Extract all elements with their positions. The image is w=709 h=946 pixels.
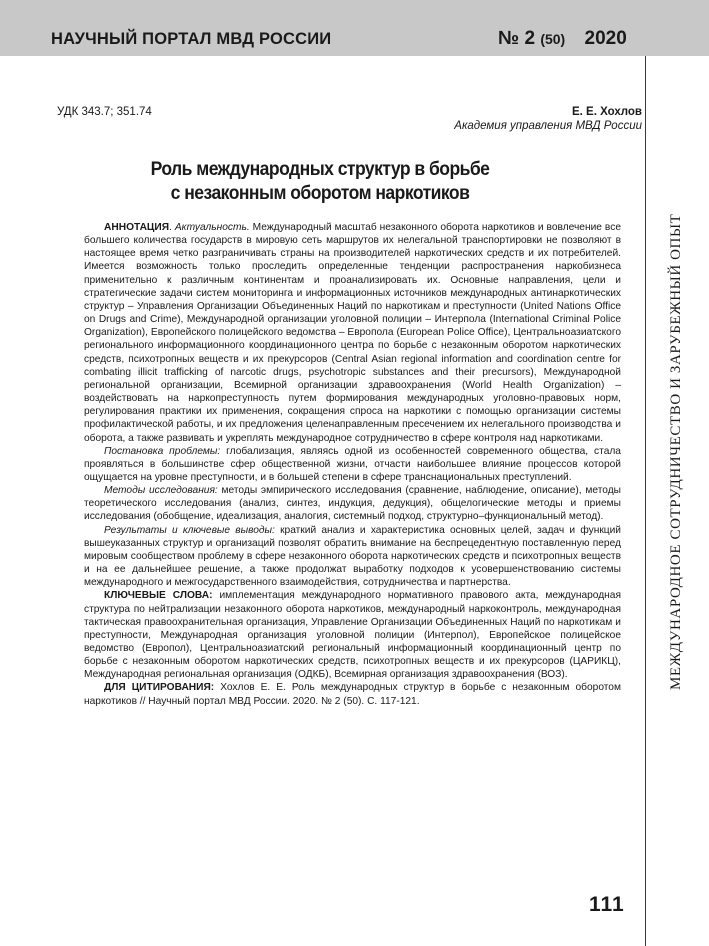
article-title <box>86 157 554 205</box>
citation-label: ДЛЯ ЦИТИРОВАНИЯ: <box>104 682 215 694</box>
abstract-paragraph-problem <box>84 445 621 484</box>
issue-number-paren: (50) <box>540 31 566 47</box>
problem-label: Постановка проблемы: <box>104 445 221 457</box>
methods-text: методы эмпирического исследования (сравнение, наблюдение, описание), методы теоретического исследования (анализ, синтез, индукция, дедукция), общелогические методы и приемы исследования (обобщение, идеализация, аналогия, системный подход, структурно–функциональный метод). <box>84 485 621 523</box>
author-affiliation: Академия управления МВД России <box>454 120 642 132</box>
relevance-text: Международный масштаб незаконного оборота наркотиков и вовлечение все большего количества государств в мировую сеть маршрутов их нелегальной транспортировки не позволяют в настоящее время четко разграничивать страны на производителей наркотических средств и их потребителей. Имеется возможность только проследить определенные тенденции распространения наркобизнеса применительно к различным континентам и проанализировать их. Основные направления, цели и стратегические задачи систем мониторинга и информационных источников международных антинаркотических структур – Управления Организации Объединенных Наций по наркотикам и преступности (United Nations Office on Drugs and Crime), Международной организации уголовной полиции – Интерпола (International Criminal Police Organization), Европейского полицейского ведомства – Европола (European Police Office), Центральноазиатского регионального информационного координационного центра по борьбе с незаконным оборотом наркотических средств, психотропных веществ и их прекурсоров (Central Asian regional information and coordination centre for combating illicit trafficking of narcotic drugs, psychotropic substances and their precursors), Международной региональной организации, Всемирной организации здравоохранения (World Health Organization) – воздействовать на наркопреступность путем формирования международных уголовно-правовых норм, регулирования практики их применения, сокращения спроса на наркотики с помощью организации системы профилактической работы, и их предложения целенаправленным пресечением их нелегального производства и оборота, а также развивать и укреплять международное сотрудничество в сфере контроля над наркотиками. <box>84 222 621 444</box>
methods-label: Методы исследования: <box>104 485 218 497</box>
abstract-label: АННОТАЦИЯ <box>104 222 170 233</box>
issue-info <box>498 28 627 50</box>
issue-number: № 2 <box>498 28 536 49</box>
citation-text: Хохлов Е. Е. Роль международных структур в борьбе с незаконным оборотом наркотиков // Научный портал МВД России. 2020. № 2 (50). С. 117-121. <box>84 682 621 707</box>
article-title-line-2: с незаконным оборотом наркотиков <box>170 182 470 204</box>
header-band <box>0 0 709 56</box>
issue-year: 2020 <box>584 28 627 49</box>
abstract-label-dot: . <box>169 222 175 233</box>
abstract-paragraph-results <box>84 524 621 590</box>
keywords-paragraph <box>84 589 621 681</box>
relevance-label: Актуальность. <box>174 222 250 233</box>
author-block <box>454 106 642 132</box>
citation-paragraph <box>84 681 621 707</box>
udc-code: УДК 343.7; 351.74 <box>57 106 152 118</box>
section-label: МЕЖДУНАРОДНОЕ СОТРУДНИЧЕСТВО И ЗАРУБЕЖНЫЙ ОПЫТ <box>668 213 684 690</box>
page-number: 111 <box>589 893 625 916</box>
abstract-paragraph-methods <box>84 484 621 523</box>
problem-text: глобализация, являясь одной из особенностей современного общества, стала проявляться в большинстве сфер общественной жизни, отчасти наибольшее влияние процессов которой ощущается на уровне преступности, и в большей степени в сфере транснациональных преступлений. <box>84 445 621 483</box>
abstract <box>84 221 621 708</box>
keywords-label: КЛЮЧЕВЫЕ СЛОВА: <box>104 590 213 602</box>
abstract-paragraph-relevance <box>84 221 621 445</box>
keywords-text: имплементация международного нормативного правового акта, международная структура по нейтрализации незаконного оборота наркотиков, международный наркоконтроль, международная тактическая правоохранительная организация, Управление Организации Объединенных Наций по наркотикам и преступности, Международная организация уголовной полиции (Интерпол), Европейское полицейское ведомство (Европол), Центральноазиатский региональный информационный координационный центр по борьбе с незаконным оборотом наркотических средств, психотропных веществ и их прекурсоров (ЦАРИКЦ), Международная региональная организация (ОДКБ), Всемирная организация здравоохранения (ВОЗ). <box>84 590 621 681</box>
results-label: Результаты и ключевые выводы: <box>104 524 275 536</box>
results-text: краткий анализ и характеристика основных целей, задач и функций вышеуказанных структур и организаций позволят обратить внимание на беспрецедентную поставленную перед мировым сообществом проблему в сфере незаконного оборота наркотических средств и психотропных веществ и на ее дальнейшее решение, а также продолжат выработку подходов к усовершенствованию системы международного и межгосударственного взаимодействия, сотрудничества и партнерства. <box>84 524 621 589</box>
author-name: Е. Е. Хохлов <box>571 106 642 118</box>
article-title-line-1: Роль международных структур в борьбе <box>150 158 490 180</box>
sidebar-rule <box>645 56 646 946</box>
journal-title: НАУЧНЫЙ ПОРТАЛ МВД РОССИИ <box>51 30 332 48</box>
